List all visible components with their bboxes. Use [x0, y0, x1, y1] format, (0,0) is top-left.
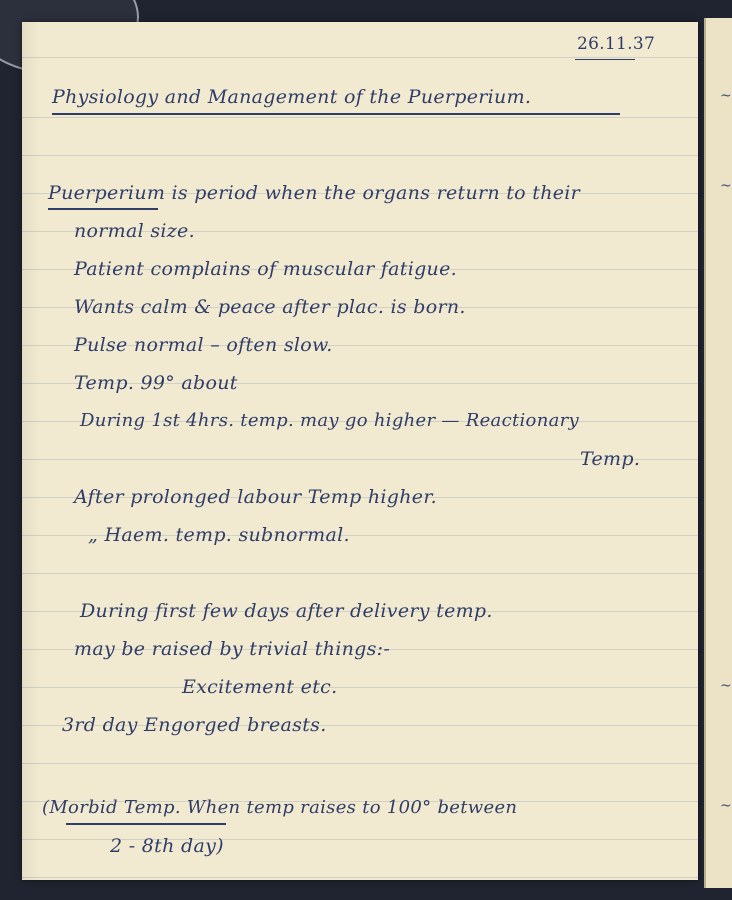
- note-line-4: Wants calm & peace after plac. is born.: [74, 296, 466, 318]
- morbid-underline: [66, 823, 226, 825]
- note-line-14: 3rd day Engorged breasts.: [62, 714, 327, 736]
- adjacent-page-mark: ~: [720, 678, 732, 694]
- note-line-15: (Morbid Temp. When temp raises to 100° between: [42, 797, 518, 818]
- note-line-8: Temp.: [580, 448, 641, 470]
- adjacent-page-edge: [704, 18, 732, 888]
- note-line-13: Excitement etc.: [182, 676, 338, 698]
- note-line-6: Temp. 99° about: [74, 372, 238, 394]
- note-line-3: Patient complains of muscular fatigue.: [74, 258, 457, 280]
- term-underline: [48, 208, 158, 210]
- adjacent-page-mark: ~: [720, 178, 732, 194]
- page-title: Physiology and Management of the Puerperium.: [52, 86, 532, 108]
- note-line-16: 2 - 8th day): [110, 835, 224, 857]
- note-line-1: Puerperium is period when the organs return to their: [48, 182, 581, 204]
- notebook-page: [22, 22, 698, 880]
- date-underline: [575, 59, 635, 60]
- note-line-12: may be raised by trivial things:-: [74, 638, 391, 660]
- adjacent-page-mark: ~: [720, 88, 732, 104]
- note-line-10: „ Haem. temp. subnormal.: [88, 524, 350, 546]
- entry-date: 26.11.37: [577, 34, 656, 54]
- title-underline: [52, 113, 620, 115]
- note-line-11: During first few days after delivery temp.: [80, 600, 493, 622]
- adjacent-page-mark: ~: [720, 798, 732, 814]
- note-line-9: After prolonged labour Temp higher.: [74, 486, 437, 508]
- note-line-5: Pulse normal – often slow.: [74, 334, 333, 356]
- note-line-7: During 1st 4hrs. temp. may go higher — Reactionary: [80, 410, 579, 431]
- note-line-2: normal size.: [74, 220, 195, 242]
